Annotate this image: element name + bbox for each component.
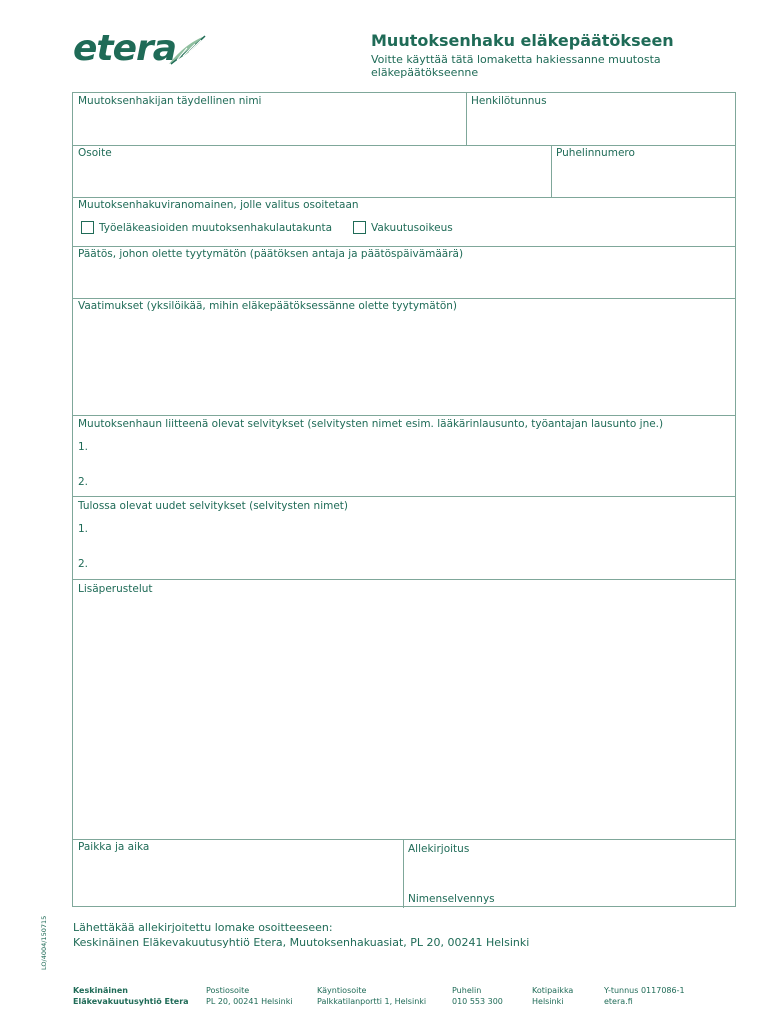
divider bbox=[466, 93, 467, 145]
footer-phone-value: 010 553 300 bbox=[452, 997, 503, 1006]
footer-company-line2: Eläkevakuutusyhtiö Etera bbox=[73, 997, 189, 1006]
ssn-label: Henkilötunnus bbox=[471, 95, 547, 107]
full-name-label: Muutoksenhakijan täydellinen nimi bbox=[78, 95, 262, 107]
address-label: Osoite bbox=[78, 147, 112, 159]
footer-phone-label: Puhelin bbox=[452, 986, 482, 995]
attachment-item-1: 1. bbox=[78, 441, 89, 453]
page-subtitle: Voitte käyttää tätä lomaketta hakiessanne muutosta eläkepäätökseenne bbox=[371, 53, 661, 79]
option-1-checkbox[interactable] bbox=[81, 221, 94, 234]
footer-postal-value: PL 20, 00241 Helsinki bbox=[206, 997, 293, 1006]
decision-label: Päätös, johon olette tyytymätön (päätöksen antaja ja päätöspäivämäärä) bbox=[78, 248, 464, 260]
phone-label: Puhelinnumero bbox=[556, 147, 635, 159]
demands-label: Vaatimukset (yksilöikää, mihin eläkepäätöksessänne olette tyytymätön) bbox=[78, 300, 458, 312]
additional-label: Lisäperustelut bbox=[78, 583, 153, 595]
footer-visit bbox=[317, 985, 426, 1007]
logo-text: etera bbox=[73, 28, 177, 69]
form-code: LO/4004/150715 bbox=[40, 915, 48, 970]
option-1-label: Työeläkeasioiden muutoksenhakulautakunta bbox=[99, 222, 333, 234]
place-time-label: Paikka ja aika bbox=[78, 841, 150, 853]
footer-postal bbox=[206, 985, 293, 1007]
footer-business-id: Y-tunnus 0117086-1 bbox=[604, 986, 685, 995]
footer-postal-label: Postiosoite bbox=[206, 986, 250, 995]
upcoming-label: Tulossa olevat uudet selvitykset (selvitysten nimet) bbox=[78, 500, 349, 512]
option-2-label: Vakuutusoikeus bbox=[371, 222, 453, 234]
attachment-item-2: 2. bbox=[78, 476, 89, 488]
attachments-label: Muutoksenhaun liitteenä olevat selvitykset (selvitysten nimet esim. lääkärinlausunto, työantajan lausunto jne.) bbox=[78, 418, 664, 430]
divider bbox=[73, 496, 735, 497]
divider bbox=[73, 415, 735, 416]
divider bbox=[73, 197, 735, 198]
footer-company-line1: Keskinäinen bbox=[73, 986, 128, 995]
appeal-form bbox=[72, 92, 736, 907]
option-2-checkbox[interactable] bbox=[353, 221, 366, 234]
upcoming-item-1: 1. bbox=[78, 523, 89, 535]
signature-label: Allekirjoitus bbox=[408, 843, 470, 855]
leaf-icon bbox=[167, 34, 207, 66]
divider bbox=[73, 839, 735, 840]
footer-company bbox=[73, 985, 189, 1007]
footer-domicile bbox=[532, 985, 573, 1007]
footer-visit-label: Käyntiosoite bbox=[317, 986, 367, 995]
send-address: Keskinäinen Eläkevakuutusyhtiö Etera, Muutoksenhakuasiat, PL 20, 00241 Helsinki bbox=[73, 936, 530, 949]
footer-domicile-label: Kotipaikka bbox=[532, 986, 574, 995]
divider bbox=[73, 298, 735, 299]
divider bbox=[73, 246, 735, 247]
page-title: Muutoksenhaku eläkepäätökseen bbox=[371, 31, 674, 50]
footer-website-link[interactable]: etera.fi bbox=[604, 997, 633, 1006]
etera-logo bbox=[73, 30, 213, 74]
footer-visit-value: Palkkatilanportti 1, Helsinki bbox=[317, 997, 427, 1006]
authority-label: Muutoksenhakuviranomainen, jolle valitus osoitetaan bbox=[78, 199, 359, 211]
upcoming-item-2: 2. bbox=[78, 558, 89, 570]
divider bbox=[551, 145, 552, 197]
divider bbox=[73, 579, 735, 580]
footer-domicile-value: Helsinki bbox=[532, 997, 564, 1006]
name-clarification-label: Nimenselvennys bbox=[408, 893, 495, 905]
send-instruction: Lähettäkää allekirjoitettu lomake osoitteeseen: bbox=[73, 921, 333, 934]
divider bbox=[73, 145, 735, 146]
footer-phone bbox=[452, 985, 503, 1007]
divider bbox=[403, 839, 404, 908]
footer-business bbox=[604, 985, 685, 1007]
